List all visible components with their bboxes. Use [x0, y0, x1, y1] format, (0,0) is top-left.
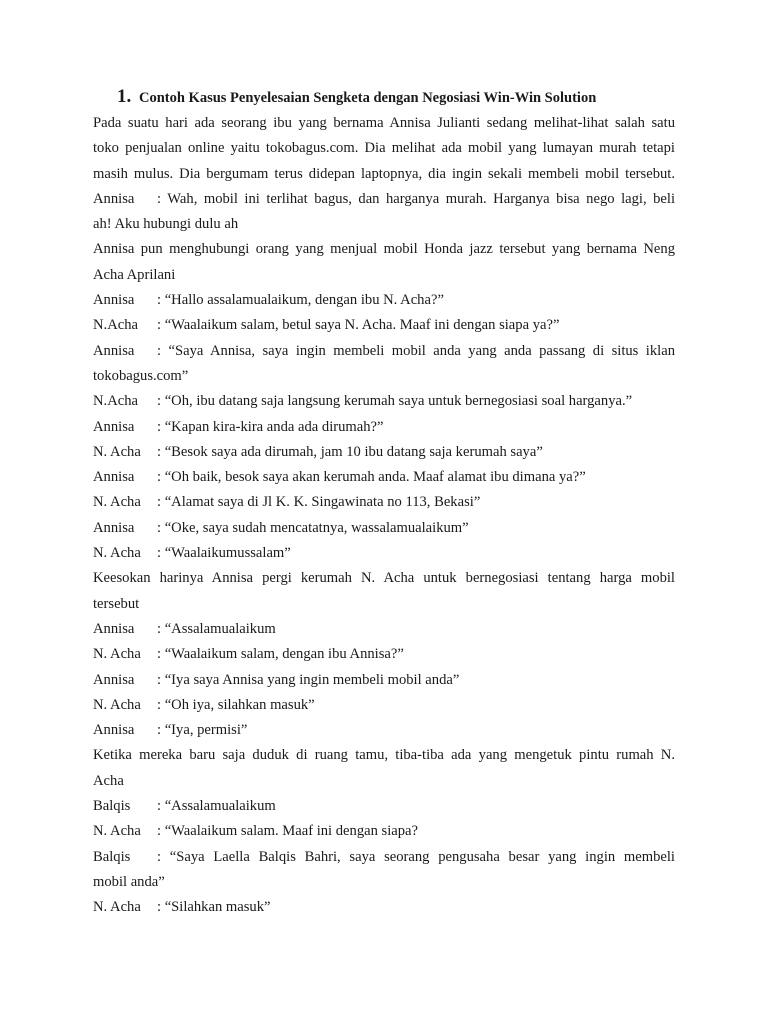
dialogue-line — [93, 794, 675, 819]
dialogue-text: : “Saya Annisa, saya ingin membeli mobil anda yang anda passang di situs iklan — [157, 342, 675, 359]
dialogue-text: : “Kapan kira-kira anda ada dirumah?” — [157, 418, 384, 435]
dialogue-line — [93, 313, 675, 338]
heading-title: Contoh Kasus Penyelesaian Sengketa dengan Negosiasi Win-Win Solution — [139, 90, 597, 106]
paragraph-line: mobil anda” — [93, 873, 165, 890]
speaker-name: N. Acha — [93, 899, 141, 916]
speaker-name: Annisa — [93, 190, 135, 207]
speaker-name: Balqis — [93, 798, 131, 815]
dialogue-line — [93, 339, 675, 364]
speaker-name: Annisa — [93, 469, 135, 486]
dialogue-text: : “Alamat saya di Jl K. K. Singawinata no 113, Bekasi” — [157, 494, 481, 511]
paragraph-line: Keesokan harinya Annisa pergi kerumah N. Acha untuk bernegosiasi tentang harga mobil — [93, 570, 675, 587]
dialogue-text: : “Saya Laella Balqis Bahri, saya seorang pengusaha besar yang ingin membeli — [157, 848, 675, 865]
dialogue-text: : “Iya saya Annisa yang ingin membeli mobil anda” — [157, 671, 460, 688]
speaker-name: N. Acha — [93, 494, 141, 511]
paragraph-line: Annisa pun menghubungi orang yang menjual mobil Honda jazz tersebut yang bernama Neng — [93, 241, 675, 258]
dialogue-line — [93, 845, 675, 870]
dialogue-line — [93, 415, 675, 440]
dialogue-text: : Wah, mobil ini terlihat bagus, dan harganya murah. Harganya bisa nego lagi, beli — [157, 190, 675, 207]
speaker-name: N. Acha — [93, 443, 141, 460]
dialogue-text: : “Assalamualaikum — [157, 798, 276, 815]
dialogue-line — [93, 516, 675, 541]
paragraph-line: Acha — [93, 772, 124, 789]
dialogue-line — [93, 389, 675, 414]
dialogue-text: : “Oh baik, besok saya akan kerumah anda. Maaf alamat ibu dimana ya?” — [157, 469, 586, 486]
dialogue-text: : “Besok saya ada dirumah, jam 10 ibu datang saja kerumah saya” — [157, 443, 543, 460]
dialogue-line — [93, 668, 675, 693]
dialogue-text: : “Waalaikum salam, betul saya N. Acha. Maaf ini dengan siapa ya?” — [157, 317, 560, 334]
paragraph-line: Pada suatu hari ada seorang ibu yang bernama Annisa Julianti sedang melihat-lihat salah satu — [93, 115, 675, 131]
speaker-name: Annisa — [93, 342, 135, 359]
dialogue-line — [93, 617, 675, 642]
speaker-name: N.Acha — [93, 393, 138, 410]
dialogue-line — [93, 490, 675, 515]
speaker-name: Annisa — [93, 671, 135, 688]
paragraph-line: masih mulus. Dia bergumam terus didepan laptopnya, dia ingin sekali membeli mobil tersebut. — [93, 165, 675, 182]
section-heading — [117, 86, 675, 111]
heading-number: 1. — [117, 86, 132, 107]
speaker-name: Annisa — [93, 722, 135, 739]
paragraph-line: tokobagus.com” — [93, 367, 189, 384]
dialogue-line — [93, 465, 675, 490]
speaker-name: N. Acha — [93, 646, 141, 663]
dialogue-text: : “Oh iya, silahkan masuk” — [157, 696, 315, 713]
speaker-name: Balqis — [93, 848, 131, 865]
dialogue-line — [93, 440, 675, 465]
dialogue-line — [93, 187, 675, 212]
paragraph-line: ah! Aku hubungi dulu ah — [93, 216, 239, 233]
dialogue-line — [93, 288, 675, 313]
dialogue-text: : “Waalaikum salam. Maaf ini dengan siapa? — [157, 823, 419, 840]
dialogue-line — [93, 541, 675, 566]
dialogue-text: : “Oke, saya sudah mencatatnya, wassalamualaikum” — [157, 519, 469, 536]
speaker-name: Annisa — [93, 519, 135, 536]
dialogue-text: : “Oh, ibu datang saja langsung kerumah saya untuk bernegosiasi soal harganya.” — [157, 393, 633, 410]
speaker-name: Annisa — [93, 620, 135, 637]
dialogue-line — [93, 693, 675, 718]
speaker-name: N. Acha — [93, 823, 141, 840]
dialogue-text: : “Hallo assalamualaikum, dengan ibu N. Acha?” — [157, 292, 444, 309]
speaker-name: Annisa — [93, 292, 135, 309]
paragraph-line: Ketika mereka baru saja duduk di ruang tamu, tiba-tiba ada yang mengetuk pintu rumah N. — [93, 747, 675, 764]
speaker-name: Annisa — [93, 418, 135, 435]
dialogue-text: : “Silahkan masuk” — [157, 899, 271, 916]
dialogue-text: : “Waalaikumussalam” — [157, 545, 291, 562]
dialogue-text: : “Iya, permisi” — [157, 722, 248, 739]
speaker-name: N.Acha — [93, 317, 138, 334]
dialogue-text: : “Waalaikum salam, dengan ibu Annisa?” — [157, 646, 404, 663]
dialogue-line — [93, 642, 675, 667]
document-page — [93, 86, 675, 921]
dialogue-line — [93, 895, 675, 920]
dialogue-line — [93, 718, 675, 743]
dialogue-text: : “Assalamualaikum — [157, 620, 276, 637]
document-body — [93, 111, 675, 921]
paragraph-line: toko penjualan online yaitu tokobagus.com. Dia melihat ada mobil yang lumayan murah tetapi — [93, 140, 675, 157]
speaker-name: N. Acha — [93, 545, 141, 562]
speaker-name: N. Acha — [93, 696, 141, 713]
paragraph-line: tersebut — [93, 595, 140, 612]
paragraph-line: Acha Aprilani — [93, 266, 176, 283]
dialogue-line — [93, 819, 675, 844]
